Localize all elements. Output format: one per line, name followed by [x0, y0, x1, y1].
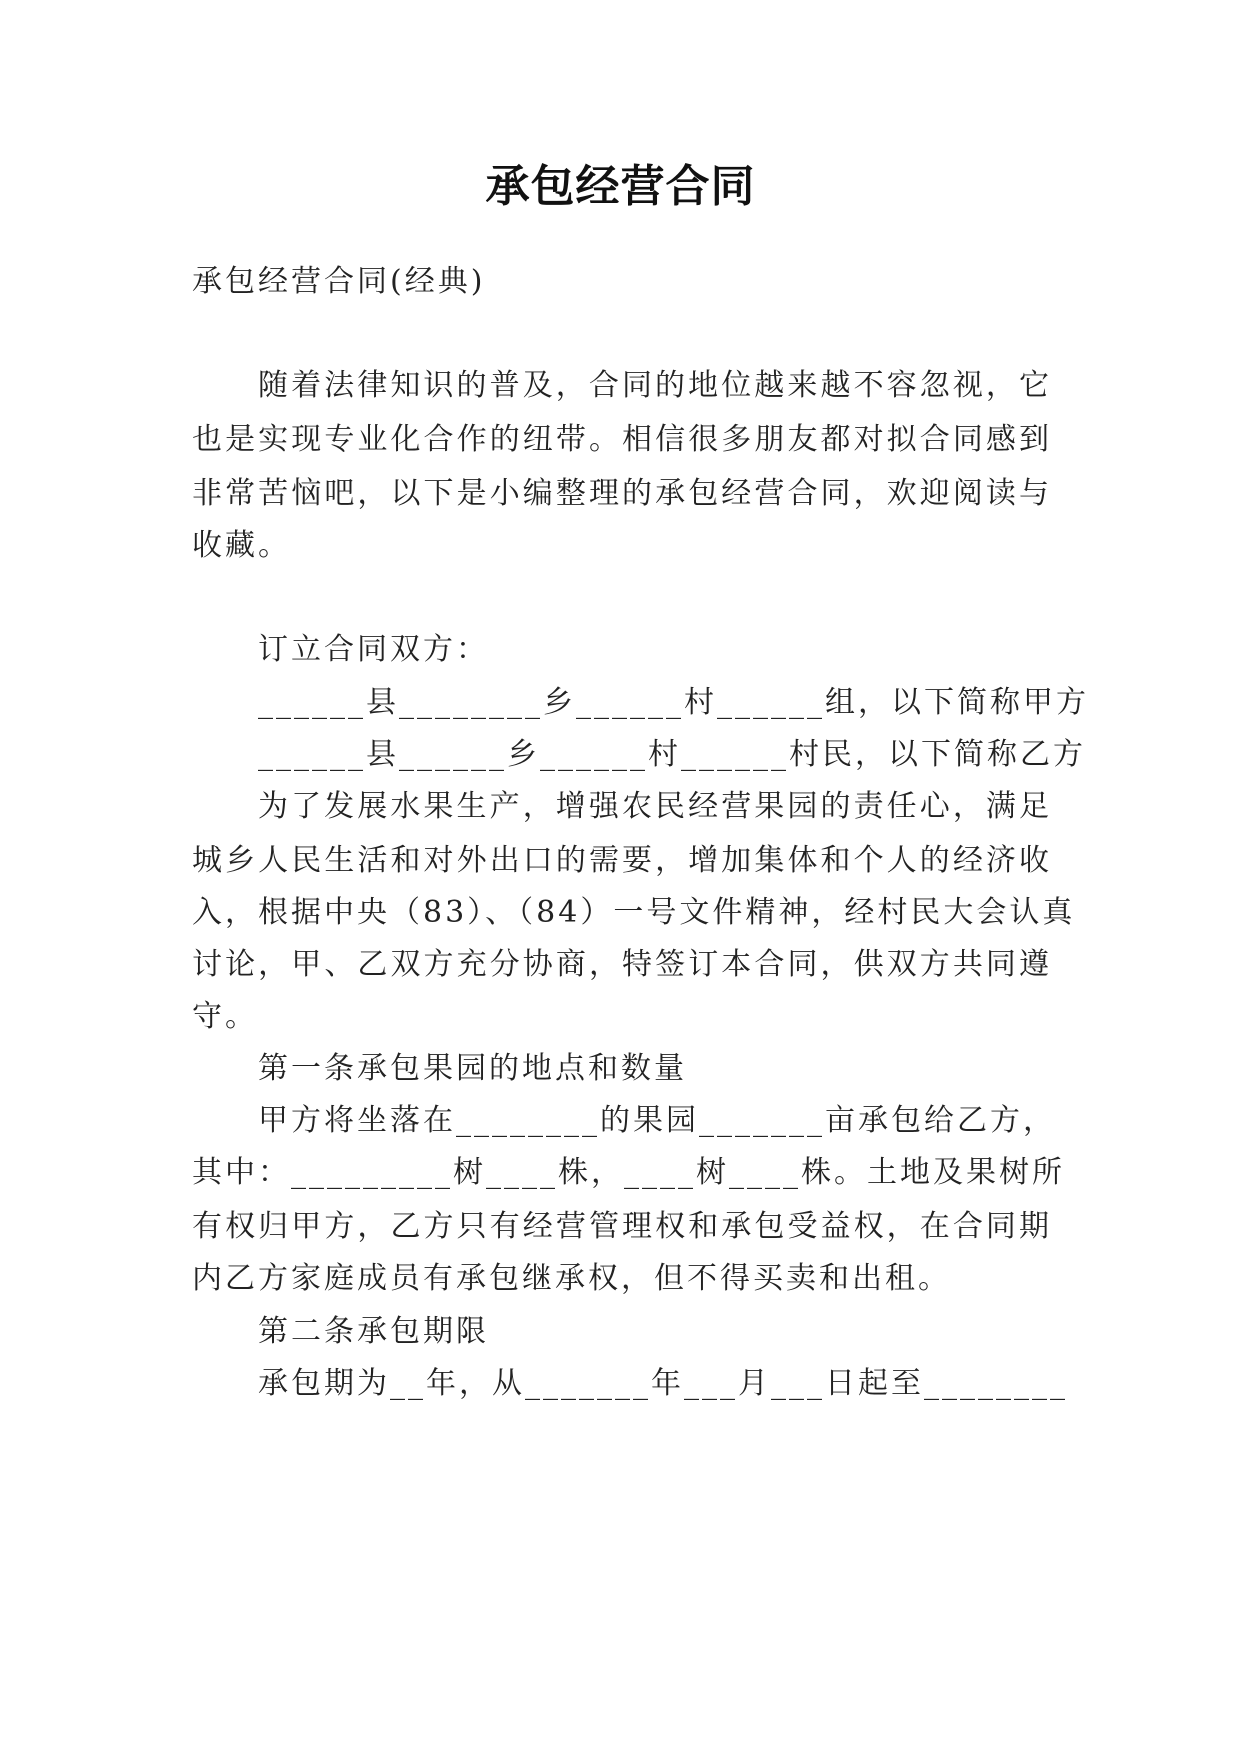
- paragraph-line: 为了发展水果生产，增强农民经营果园的责任心，满足: [258, 789, 1052, 824]
- paragraph-line: 城乡人民生活和对外出口的需要，增加集体和个人的经济收: [192, 843, 1052, 878]
- paragraph-line: 有权归甲方，乙方只有经营管理权和承包受益权，在合同期: [192, 1209, 1052, 1244]
- paragraph-line: 非常苦恼吧，以下是小编整理的承包经营合同，欢迎阅读与: [192, 476, 1052, 511]
- party-b-line: ______县______乡______村______村民，以下简称乙方: [258, 737, 1086, 772]
- paragraph-line: 守。: [192, 999, 258, 1034]
- paragraph-line: 入，根据中央（83）、（84）一号文件精神，经村民大会认真: [192, 895, 1076, 930]
- paragraph-line: 甲方将坐落在________的果园_______亩承包给乙方，: [258, 1103, 1056, 1138]
- paragraph-line: 其中：_________树____株，____树____株。土地及果树所: [192, 1155, 1065, 1190]
- paragraph-line: 也是实现专业化合作的纽带。相信很多朋友都对拟合同感到: [192, 422, 1052, 457]
- party-a-line: ______县________乡______村______组，以下简称甲方: [258, 685, 1089, 720]
- paragraph-line: 随着法律知识的普及，合同的地位越来越不容忽视，它: [258, 368, 1052, 403]
- paragraph-line: 收藏。: [192, 528, 291, 563]
- article-heading: 第一条承包果园的地点和数量: [258, 1051, 687, 1086]
- paragraph-line: 承包期为__年，从_______年___月___日起至________: [258, 1366, 1068, 1401]
- article-heading: 第二条承包期限: [258, 1314, 489, 1349]
- document-title: 承包经营合同: [485, 161, 756, 212]
- paragraph-line: 内乙方家庭成员有承包继承权，但不得买卖和出租。: [192, 1261, 951, 1296]
- document-subtitle: 承包经营合同(经典): [192, 264, 486, 299]
- paragraph-line: 订立合同双方：: [258, 632, 489, 667]
- paragraph-line: 讨论，甲、乙双方充分协商，特签订本合同，供双方共同遵: [192, 947, 1052, 982]
